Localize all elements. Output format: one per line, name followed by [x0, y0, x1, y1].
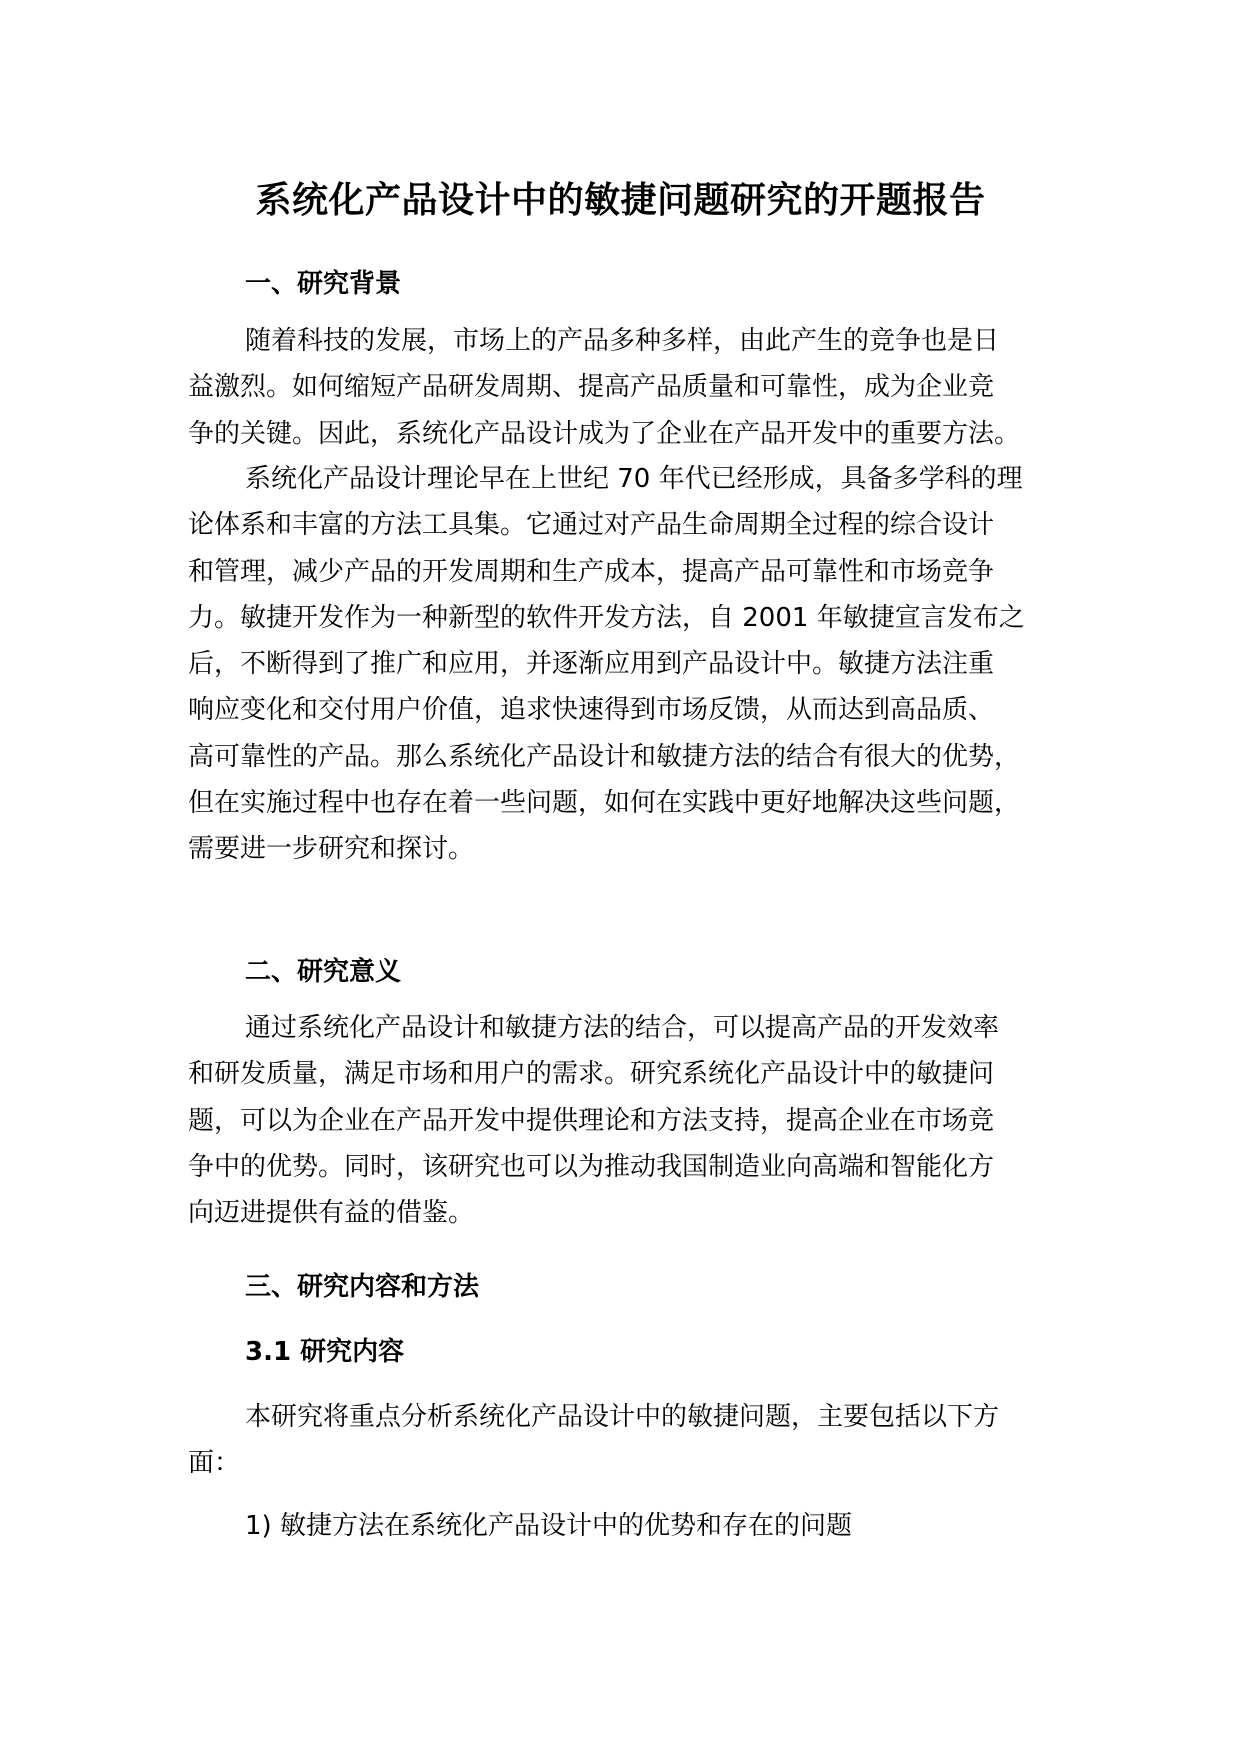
paragraph-line: 和研发质量，满足市场和用户的需求。研究系统化产品设计中的敏捷问	[188, 1059, 995, 1090]
paragraph-background-1	[188, 318, 1068, 457]
subsection-heading-content: 3.1 研究内容	[245, 1337, 405, 1367]
paragraph-line: 力。敏捷开发作为一种新型的软件开发方法，自 2001 年敏捷宣言发布之	[188, 602, 1025, 633]
paragraph-line: 系统化产品设计理论早在上世纪 70 年代已经形成，具备多学科的理	[245, 464, 1023, 494]
paragraph-line: 后，不断得到了推广和应用，并逐渐应用到产品设计中。敏捷方法注重	[188, 649, 995, 680]
paragraph-line: 题，可以为企业在产品开发中提供理论和方法支持，提高企业在市场竞	[188, 1105, 995, 1136]
paragraph-line: 但在实施过程中也存在着一些问题，如何在实践中更好地解决这些问题，	[188, 788, 1021, 819]
section-heading-content-methods: 三、研究内容和方法	[245, 1272, 480, 1302]
paragraph-line: 高可靠性的产品。那么系统化产品设计和敏捷方法的结合有很大的优势，	[188, 741, 1021, 772]
paragraph-line: 通过系统化产品设计和敏捷方法的结合，可以提高产品的开发效率	[245, 1013, 1000, 1043]
paragraph-line: 响应变化和交付用户价值，追求快速得到市场反馈，从而达到高品质、	[188, 695, 995, 726]
paragraph-line: 本研究将重点分析系统化产品设计中的敏捷问题，主要包括以下方	[245, 1402, 1000, 1432]
paragraph-line: 向迈进提供有益的借鉴。	[188, 1198, 475, 1229]
section-heading-background: 一、研究背景	[245, 269, 402, 299]
paragraph-line: 争的关键。因此，系统化产品设计成为了企业在产品开发中的重要方法。	[188, 418, 1021, 449]
paragraph-line: 论体系和丰富的方法工具集。它通过对产品生命周期全过程的综合设计	[188, 510, 995, 541]
document-title: 系统化产品设计中的敏捷问题研究的开题报告	[255, 180, 986, 221]
paragraph-line: 面：	[188, 1448, 241, 1479]
paragraph-line: 和管理，减少产品的开发周期和生产成本，提高产品可靠性和市场竞争	[188, 556, 995, 587]
paragraph-background-2	[188, 456, 1068, 873]
paragraph-line: 益激烈。如何缩短产品研发周期、提高产品质量和可靠性，成为企业竞	[188, 372, 995, 403]
list-item: 1) 敏捷方法在系统化产品设计中的优势和存在的问题	[245, 1511, 852, 1541]
paragraph-line: 需要进一步研究和探讨。	[188, 834, 475, 865]
paragraph-significance	[188, 1005, 1068, 1236]
paragraph-line: 随着科技的发展，市场上的产品多种多样，由此产生的竞争也是日	[245, 326, 1000, 356]
section-heading-significance: 二、研究意义	[245, 957, 402, 987]
paragraph-content	[188, 1394, 1068, 1487]
paragraph-line: 争中的优势。同时，该研究也可以为推动我国制造业向高端和智能化方	[188, 1151, 995, 1182]
